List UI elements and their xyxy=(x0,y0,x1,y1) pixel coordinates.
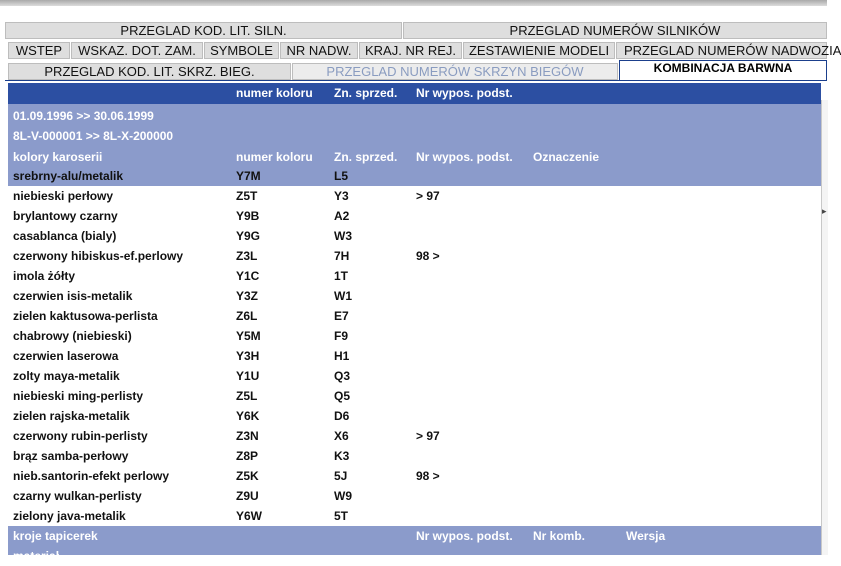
previous-code: L5 xyxy=(334,169,349,183)
equipment-number: > 97 xyxy=(416,189,440,203)
tab-gearbox-numbers[interactable]: PRZEGLAD NUMERÓW SKRZYN BIEGÓW xyxy=(292,63,618,80)
vertical-scrollbar[interactable] xyxy=(821,100,828,555)
tab-intro[interactable]: WSTEP xyxy=(8,42,70,59)
material-label: materiał xyxy=(13,549,60,563)
color-code: Z5L xyxy=(236,389,258,403)
previous-code: E7 xyxy=(334,309,349,323)
previous-code: Y3 xyxy=(334,189,349,203)
previous-code: W3 xyxy=(334,229,352,243)
color-row xyxy=(8,406,821,426)
header-equipment-number: Nr wypos. podst. xyxy=(416,86,513,100)
previous-code: D6 xyxy=(334,409,350,423)
previous-code: 7H xyxy=(334,249,350,263)
color-name: czarny wulkan-perlisty xyxy=(13,489,142,503)
colors-col-designation: Oznaczenie xyxy=(533,150,600,164)
color-row xyxy=(8,286,821,306)
color-row xyxy=(8,206,821,226)
color-name: zielony java-metalik xyxy=(13,509,126,523)
equipment-number: 98 > xyxy=(416,469,440,483)
tab-model-list[interactable]: ZESTAWIENIE MODELI xyxy=(463,42,615,59)
tab-baseline xyxy=(5,80,827,81)
previous-code: Q3 xyxy=(334,369,351,383)
color-code: Y1U xyxy=(236,369,260,383)
color-code: Y7M xyxy=(236,169,261,183)
color-code: Y1C xyxy=(236,269,260,283)
color-row xyxy=(8,486,821,506)
color-row xyxy=(8,306,821,326)
color-name: imola żółty xyxy=(13,269,76,283)
tab-color-combination[interactable]: KOMBINACJA BARWNA xyxy=(619,60,827,81)
previous-code: F9 xyxy=(334,329,349,343)
previous-code: Q5 xyxy=(334,389,351,403)
body-colors-title: kolory karoserii xyxy=(13,150,103,164)
scroll-arrow-icon[interactable]: ▸ xyxy=(822,206,827,216)
color-name: brąz samba-perłowy xyxy=(13,449,129,463)
tab-body-number[interactable]: NR NADW. xyxy=(280,42,358,59)
color-code: Z6L xyxy=(236,309,258,323)
colors-col-equipment-number: Nr wypos. podst. xyxy=(416,150,513,164)
color-name: czerwony rubin-perlisty xyxy=(13,429,148,443)
header-previous-code: Zn. sprzed. xyxy=(334,86,398,100)
color-code: Z9U xyxy=(236,489,259,503)
color-name: zielen rajska-metalik xyxy=(13,409,130,423)
color-code: Y6K xyxy=(236,409,260,423)
color-code: Y5M xyxy=(236,329,261,343)
color-name: nieb.santorin-efekt perlowy xyxy=(13,469,170,483)
color-row xyxy=(8,466,821,486)
upholstery-title: kroje tapicerek xyxy=(13,529,98,543)
previous-code: H1 xyxy=(334,349,350,363)
color-name: niebieski perłowy xyxy=(13,189,114,203)
equipment-number: 98 > xyxy=(416,249,440,263)
color-row xyxy=(8,426,821,446)
colors-col-previous-code: Zn. sprzed. xyxy=(334,150,398,164)
color-code: Y6W xyxy=(236,509,263,523)
previous-code: 5J xyxy=(334,469,348,483)
previous-code: W1 xyxy=(334,289,352,303)
color-name: srebrny-alu/metalik xyxy=(13,169,124,183)
color-row xyxy=(8,506,821,526)
equipment-number: > 97 xyxy=(416,429,440,443)
tab-engine-codes[interactable]: PRZEGLAD KOD. LIT. SILN. xyxy=(5,22,402,39)
vin-range: 8L-V-000001 >> 8L-X-200000 xyxy=(13,129,174,143)
upholstery-header xyxy=(8,526,821,563)
color-row xyxy=(8,226,821,246)
color-row xyxy=(8,166,821,186)
window-top-strip xyxy=(0,0,827,6)
tab-symbols[interactable]: SYMBOLE xyxy=(204,42,279,59)
color-name: czerwony hibiskus-ef.perlowy xyxy=(13,249,184,263)
color-name: chabrowy (niebieski) xyxy=(13,329,132,343)
previous-code: K3 xyxy=(334,449,350,463)
color-name: czerwien isis-metalik xyxy=(13,289,133,303)
upholstery-col-version: Wersja xyxy=(626,529,666,543)
color-name: czerwien laserowa xyxy=(13,349,119,363)
tab-order-notes[interactable]: WSKAZ. DOT. ZAM. xyxy=(71,42,203,59)
previous-code: 5T xyxy=(334,509,349,523)
table-header xyxy=(8,83,821,104)
color-code: Z5T xyxy=(236,189,258,203)
tab-body-numbers[interactable]: PRZEGLAD NUMERÓW NADWOZIA xyxy=(616,42,827,59)
color-combination-panel xyxy=(8,83,821,563)
color-code: Y3H xyxy=(236,349,260,363)
color-name: zolty maya-metalik xyxy=(13,369,120,383)
color-code: Y3Z xyxy=(236,289,259,303)
upholstery-col-equipment-number: Nr wypos. podst. xyxy=(416,529,513,543)
date-range: 01.09.1996 >> 30.06.1999 xyxy=(13,109,154,123)
color-row xyxy=(8,246,821,266)
color-name: niebieski ming-perlisty xyxy=(13,389,144,403)
color-row xyxy=(8,346,821,366)
color-code: Z3N xyxy=(236,429,259,443)
color-row xyxy=(8,366,821,386)
color-name: zielen kaktusowa-perlista xyxy=(13,309,158,323)
color-row xyxy=(8,186,821,206)
upholstery-col-combination-number: Nr komb. xyxy=(533,529,586,543)
color-code: Y9B xyxy=(236,209,260,223)
color-row xyxy=(8,386,821,406)
color-row xyxy=(8,326,821,346)
colors-col-color-number: numer koloru xyxy=(236,150,313,164)
color-code: Z3L xyxy=(236,249,258,263)
color-code: Z5K xyxy=(236,469,259,483)
color-row xyxy=(8,266,821,286)
previous-code: X6 xyxy=(334,429,349,443)
tab-engine-numbers[interactable]: PRZEGLAD NUMERÓW SILNIKÓW xyxy=(403,22,827,39)
previous-code: W9 xyxy=(334,489,352,503)
previous-code: 1T xyxy=(334,269,349,283)
color-name: casablanca (bialy) xyxy=(13,229,117,243)
previous-code: A2 xyxy=(334,209,350,223)
tab-gearbox-codes[interactable]: PRZEGLAD KOD. LIT. SKRZ. BIEG. xyxy=(8,63,291,80)
color-name: brylantowy czarny xyxy=(13,209,118,223)
header-color-number: numer koloru xyxy=(236,86,313,100)
color-code: Y9G xyxy=(236,229,261,243)
color-code: Z8P xyxy=(236,449,259,463)
tab-registration-number[interactable]: KRAJ. NR REJ. xyxy=(359,42,462,59)
color-row xyxy=(8,446,821,466)
